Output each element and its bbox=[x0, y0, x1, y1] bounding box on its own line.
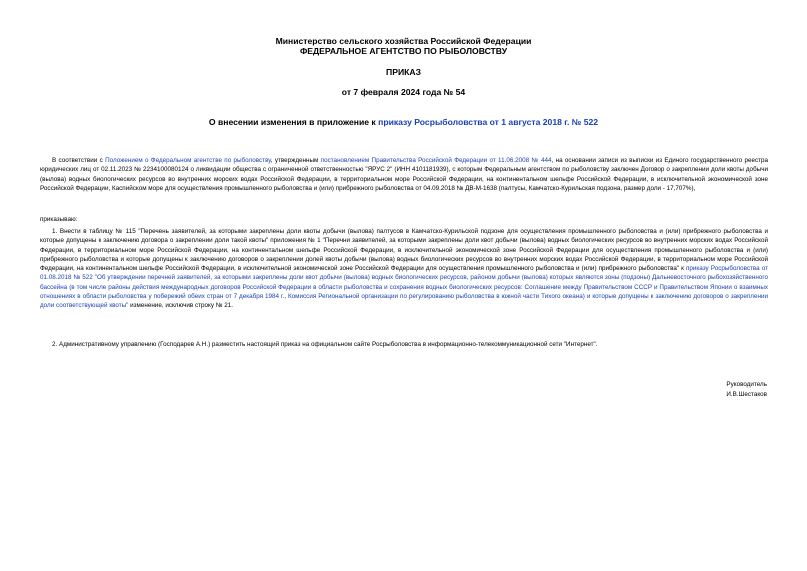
item-1 bbox=[40, 227, 768, 311]
preamble bbox=[40, 156, 768, 193]
preamble-text-1: В соответствии с bbox=[52, 157, 106, 164]
signer-position: Руководитель bbox=[726, 381, 767, 388]
title-order-link[interactable]: приказу Росрыболовства от 1 августа 2018 г. № 522 bbox=[378, 117, 599, 127]
signature-block bbox=[726, 380, 767, 400]
order-522-link[interactable]: приказу Росрыболовства от 01.08.2018 № 522 "Об утверждении перечней заявителей, за которыми закреплены доли квот добычи (вылова) водных биологических ресурсов, районом добычи (вылова) которых являются зоны (подзоны) Дальневосточного рыбохозяйственного бассейна (в том числе районы действия международных договоров Российской Федерации в области рыболовства и сохранения водных биологических ресурсов: Соглашение между Правительством СССР и Правительством Японии о взаимных отношениях в области рыболовства у побережий обеих стран от 7 декабря 1984 г., Комиссия Региональной организации по регулированию рыболовства в южной части Тихого океана) и которые допущены к заключению договоров о закреплении доли соответствующей квоты" bbox=[40, 265, 768, 310]
preamble-text-3: , на основании записи из выписки из Единого государственного реестра юридических лиц от 02.11.2023 № 2234100080124 о ликвидации общества с ограниченной ответственностью "ЯРУС 2" (ИНН 4101181939), с которым Федеральным агентством по рыболовству заключен Договор о закреплении доли квоты добычи (вылова) водных биологических ресурсов во внутренних морских водах Российской Федерации, в территориальном море Российской Федерации, на континентальном шельфе Российской Федерации, в исключительной экономической зоне Российской Федерации, Каспийском море для осуществления промышленного рыболовства и (или) прибрежного рыболовства от 04.09.2018 № ДВ-М-1638 (палтусы, Камчатско-Курильская подзона, размер доли - 17,707%), bbox=[40, 157, 768, 192]
document-date-number: от 7 февраля 2024 года № 54 bbox=[341, 87, 466, 97]
item-2-text: 2. Административному управлению (Господарев А.Н.) разместить настоящий приказ на официальном сайте Росрыболовства в информационно-телекоммуникационной сети "Интернет". bbox=[52, 341, 598, 348]
item-1-text: 1. Внести в таблицу № 115 "Перечень заявителей, за которыми закреплены доли квоты добычи (вылова) палтусов в Камчатско-Курильской подзоне для осуществления промышленного рыболовства и (или) прибрежного рыболовства и которые допущены к заключению договора о закреплении доли такой квоты" приложения № 1 "Перечни заявителей, за которыми закреплены доли квот добычи (вылова) водных биологических ресурсов во внутренних морских водах Российской Федерации, в территориальном море Российской Федерации, на континентальном шельфе Российской Федерации, в исключительной экономической зоне Российской Федерации для осуществления промышленного рыболовства и (или) прибрежного рыболовства и которые допущены к заключению договоров о закреплении долей квоты добычи (вылова) водных биологических ресурсов во внутренних морских водах Российской Федерации, в территориальном море Российской Федерации, на континентальном шельфе Российской Федерации, в исключительной экономической зоне Российской Федерации для осуществления промышленного рыболовства и (или) прибрежного рыболовства" к bbox=[40, 228, 768, 273]
order-word: приказываю: bbox=[40, 216, 78, 223]
ministry-name: Министерство сельского хозяйства Российской Федерации bbox=[275, 36, 532, 46]
regulation-link[interactable]: Положением о Федеральном агентстве по рыболовству bbox=[105, 157, 271, 164]
signer-name: И.В.Шестаков bbox=[726, 391, 767, 398]
document-title bbox=[40, 117, 767, 127]
item-1-tail: изменение, исключив строку № 21. bbox=[128, 302, 233, 310]
document-type: ПРИКАЗ bbox=[386, 67, 421, 77]
government-decree-link[interactable]: постановлением Правительства Российской Федерации от 11.06.2008 № 444 bbox=[320, 157, 552, 164]
agency-name: ФЕДЕРАЛЬНОЕ АГЕНТСТВО ПО РЫБОЛОВСТВУ bbox=[299, 46, 508, 56]
item-2 bbox=[40, 340, 768, 349]
preamble-text-2: , утвержденным bbox=[270, 157, 321, 164]
title-prefix: О внесении изменения в приложение к bbox=[208, 117, 379, 127]
